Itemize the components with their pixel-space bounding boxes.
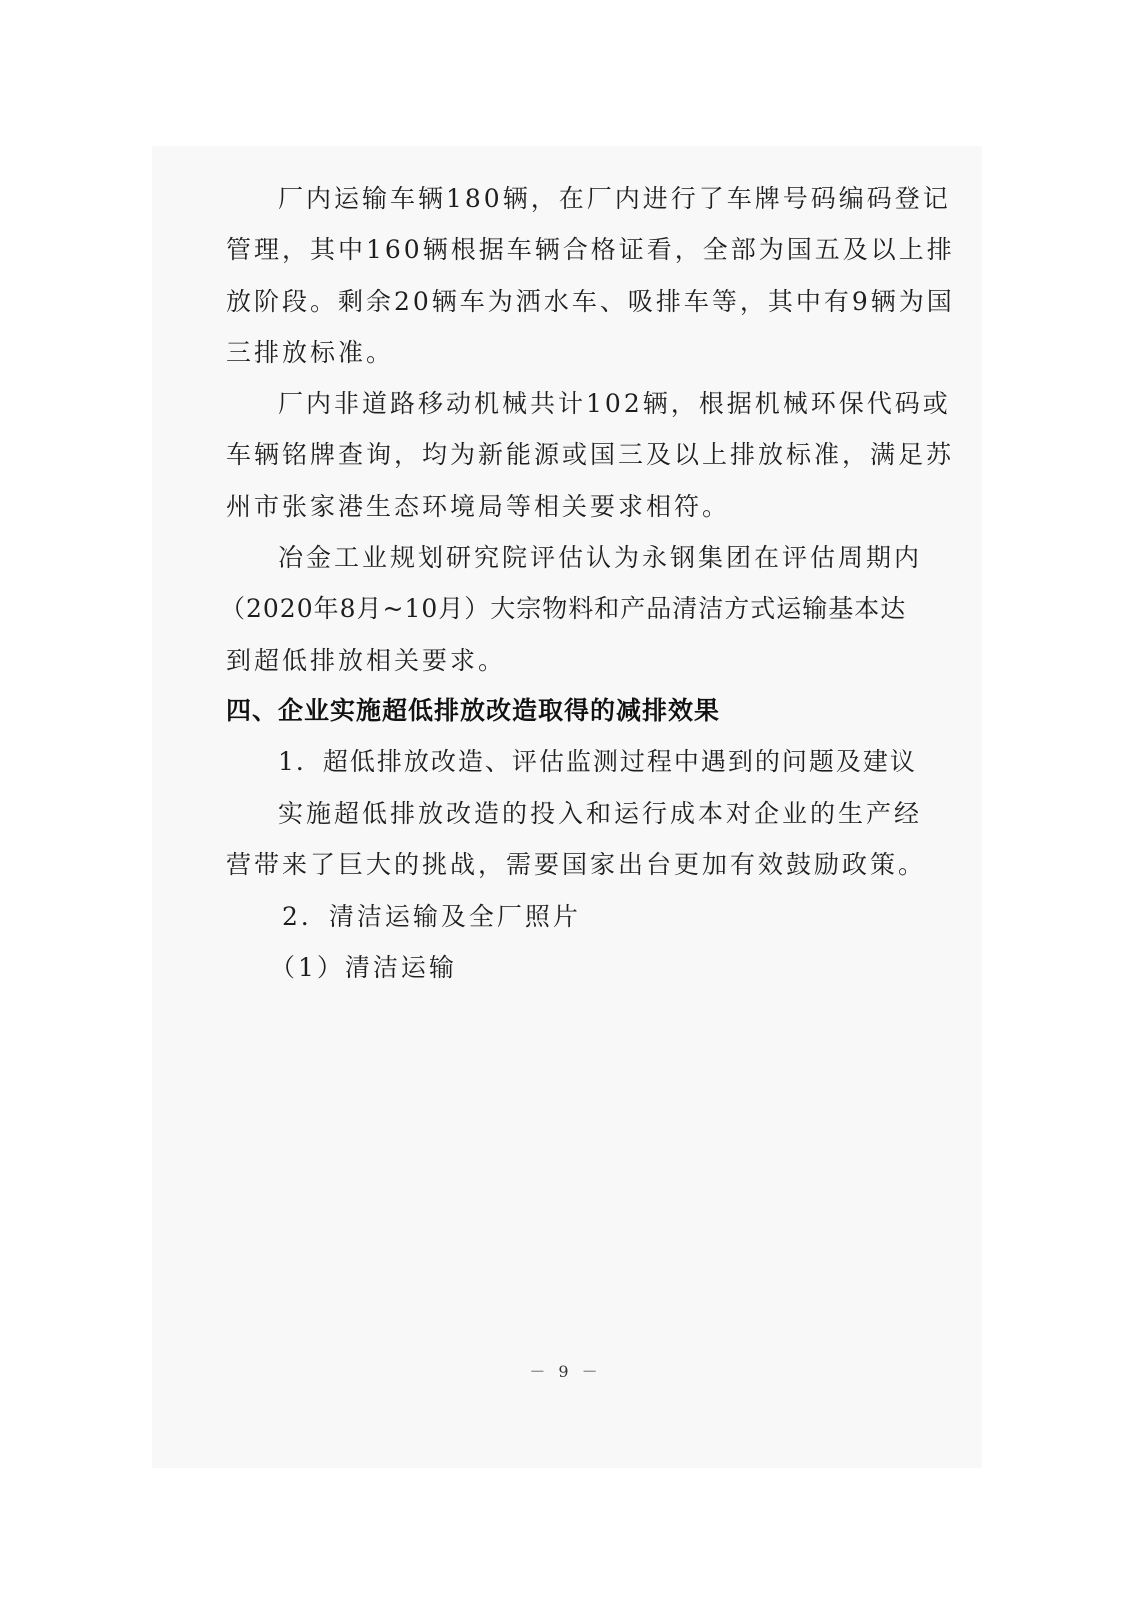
subsection-heading: 1．超低排放改造、评估监测过程中遇到的问题及建议 — [278, 747, 917, 776]
paragraph-line: 营带来了巨大的挑战，需要国家出台更加有效鼓励政策。 — [226, 850, 927, 879]
section-heading: 四、企业实施超低排放改造取得的减排效果 — [226, 696, 721, 725]
paragraph-line: 管理，其中160辆根据车辆合格证看，全部为国五及以上排 — [226, 235, 955, 264]
paragraph-line: 冶金工业规划研究院评估认为永钢集团在评估周期内 — [278, 543, 923, 572]
page-number: － 9 － — [529, 1362, 602, 1381]
paragraph-line: 到超低排放相关要求。 — [226, 646, 507, 675]
paragraph-line: （2020年8月~10月）大宗物料和产品清洁方式运输基本达 — [220, 594, 907, 623]
paragraph-line: 实施超低排放改造的投入和运行成本对企业的生产经 — [278, 799, 923, 828]
paragraph-line: 三排放标准。 — [226, 338, 395, 367]
paragraph-line: 车辆铭牌查询，均为新能源或国三及以上排放标准，满足苏 — [226, 440, 955, 469]
subsection-heading: （1）清洁运输 — [270, 953, 457, 982]
subsection-heading: 2．清洁运输及全厂照片 — [282, 902, 581, 931]
paragraph-line: 州市张家港生态环境局等相关要求相符。 — [226, 492, 731, 521]
paragraph-line: 厂内非道路移动机械共计102辆，根据机械环保代码或 — [278, 389, 951, 418]
paragraph-line: 放阶段。剩余20辆车为洒水车、吸排车等，其中有9辆为国 — [226, 287, 955, 316]
paragraph-line: 厂内运输车辆180辆，在厂内进行了车牌号码编码登记 — [278, 184, 951, 213]
